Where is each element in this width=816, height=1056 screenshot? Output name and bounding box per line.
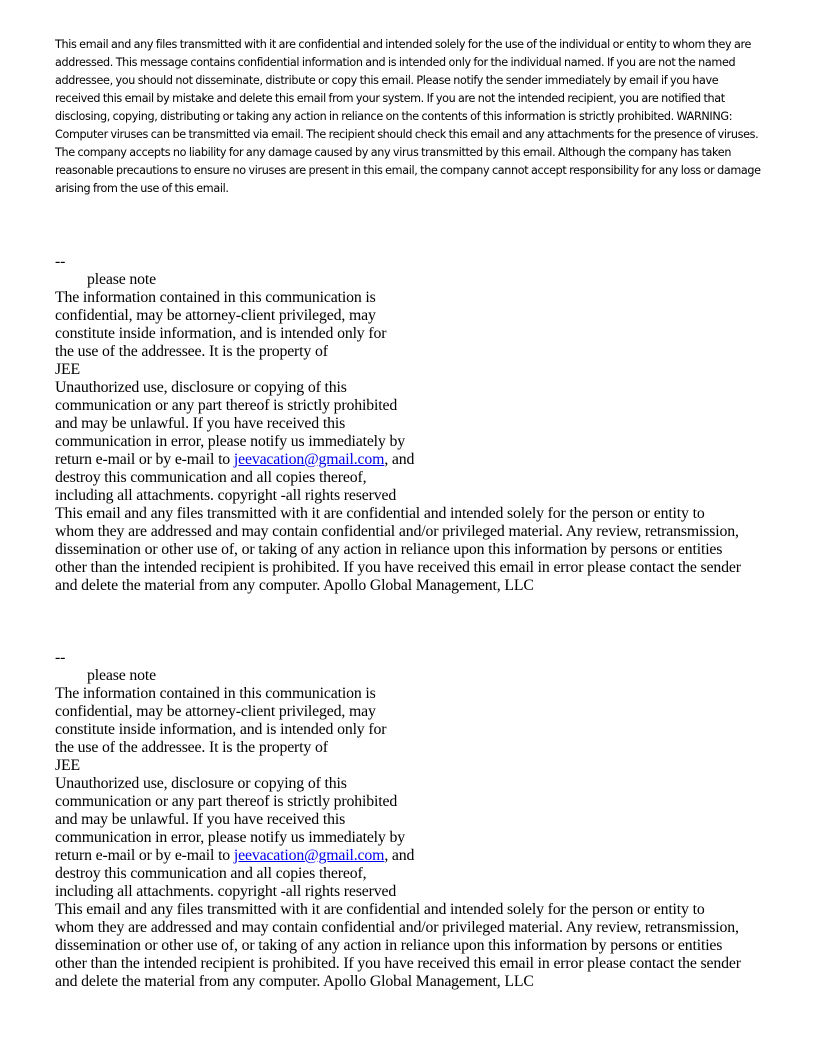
signature-heading: please note <box>87 667 156 684</box>
notice-line: confidential, may be attorney-client privileged, may <box>55 307 376 324</box>
notice-line: The information contained in this communication is <box>55 685 376 702</box>
notice-line: destroy this communication and all copies thereof, <box>55 469 367 486</box>
notice-line: including all attachments. copyright -all rights reserved <box>55 487 397 504</box>
email-line-suffix: , and <box>384 451 415 468</box>
notice-line: JEE <box>55 361 80 378</box>
notice-line: constitute inside information, and is intended only for <box>55 721 387 738</box>
signature-separator: -- <box>55 649 66 666</box>
notice-line: confidential, may be attorney-client privileged, may <box>55 703 376 720</box>
notice-line: communication or any part thereof is strictly prohibited <box>55 397 398 414</box>
email-line <box>55 451 775 469</box>
notice-line: JEE <box>55 757 80 774</box>
notice-line: the use of the addressee. It is the property of <box>55 739 328 756</box>
notice-line: including all attachments. copyright -all rights reserved <box>55 883 397 900</box>
notice-line: Unauthorized use, disclosure or copying of this <box>55 775 347 792</box>
signature-heading: please note <box>87 271 156 288</box>
email-link[interactable]: jeevacation@gmail.com <box>233 847 385 864</box>
email-disclaimer: This email and any files transmitted with it are confidential and intended solely for the use of the individual or entity to whom they are addressed. This message contains confidential information and is intended only for the individual named. If you are not the named addressee, you should not disseminate, distribute or copy this email. Please notify the sender immediately by email if you have received this email by mistake and delete this email from your system. If you are not the intended recipient, you are notified that disclosing, copying, distributing or taking any action in reliance on the contents of this information is strictly prohibited. WARNING: Computer viruses can be transmitted via email. The recipient should check this email and any attachments for the presence of viruses. The company accepts no liability for any damage caused by any virus transmitted by this email. Although the company has taken reasonable precautions to ensure no viruses are present in this email, the company cannot accept responsibility for any loss or damage arising from the use of this email. <box>55 38 761 195</box>
email-line <box>55 847 775 865</box>
notice-line: and may be unlawful. If you have received this <box>55 811 346 828</box>
signature-block <box>55 253 775 595</box>
notice-line: Unauthorized use, disclosure or copying of this <box>55 379 347 396</box>
notice-line: destroy this communication and all copies thereof, <box>55 865 367 882</box>
notice-line: communication in error, please notify us immediately by <box>55 433 405 450</box>
notice-line: communication or any part thereof is strictly prohibited <box>55 793 398 810</box>
signature-separator: -- <box>55 253 66 270</box>
email-line-prefix: return e-mail or by e-mail to <box>55 451 234 468</box>
email-line-suffix: , and <box>384 847 415 864</box>
apollo-notice: This email and any files transmitted with it are confidential and intended solely for the person or entity to whom they are addressed and may contain confidential and/or privileged material. Any review, retransmission, dissemination or other use of, or taking of any action in reliance upon this information by persons or entities other than the intended recipient is prohibited. If you have received this email in error please contact the sender and delete the material from any computer. Apollo Global Management, LLC <box>55 505 741 594</box>
notice-line: constitute inside information, and is intended only for <box>55 325 387 342</box>
notice-line: and may be unlawful. If you have received this <box>55 415 346 432</box>
email-line-prefix: return e-mail or by e-mail to <box>55 847 234 864</box>
signature-block <box>55 649 775 991</box>
notice-line: the use of the addressee. It is the property of <box>55 343 328 360</box>
apollo-notice: This email and any files transmitted with it are confidential and intended solely for the person or entity to whom they are addressed and may contain confidential and/or privileged material. Any review, retransmission, dissemination or other use of, or taking of any action in reliance upon this information by persons or entities other than the intended recipient is prohibited. If you have received this email in error please contact the sender and delete the material from any computer. Apollo Global Management, LLC <box>55 901 741 990</box>
notice-line: The information contained in this communication is <box>55 289 376 306</box>
notice-line: communication in error, please notify us immediately by <box>55 829 405 846</box>
email-link[interactable]: jeevacation@gmail.com <box>233 451 385 468</box>
